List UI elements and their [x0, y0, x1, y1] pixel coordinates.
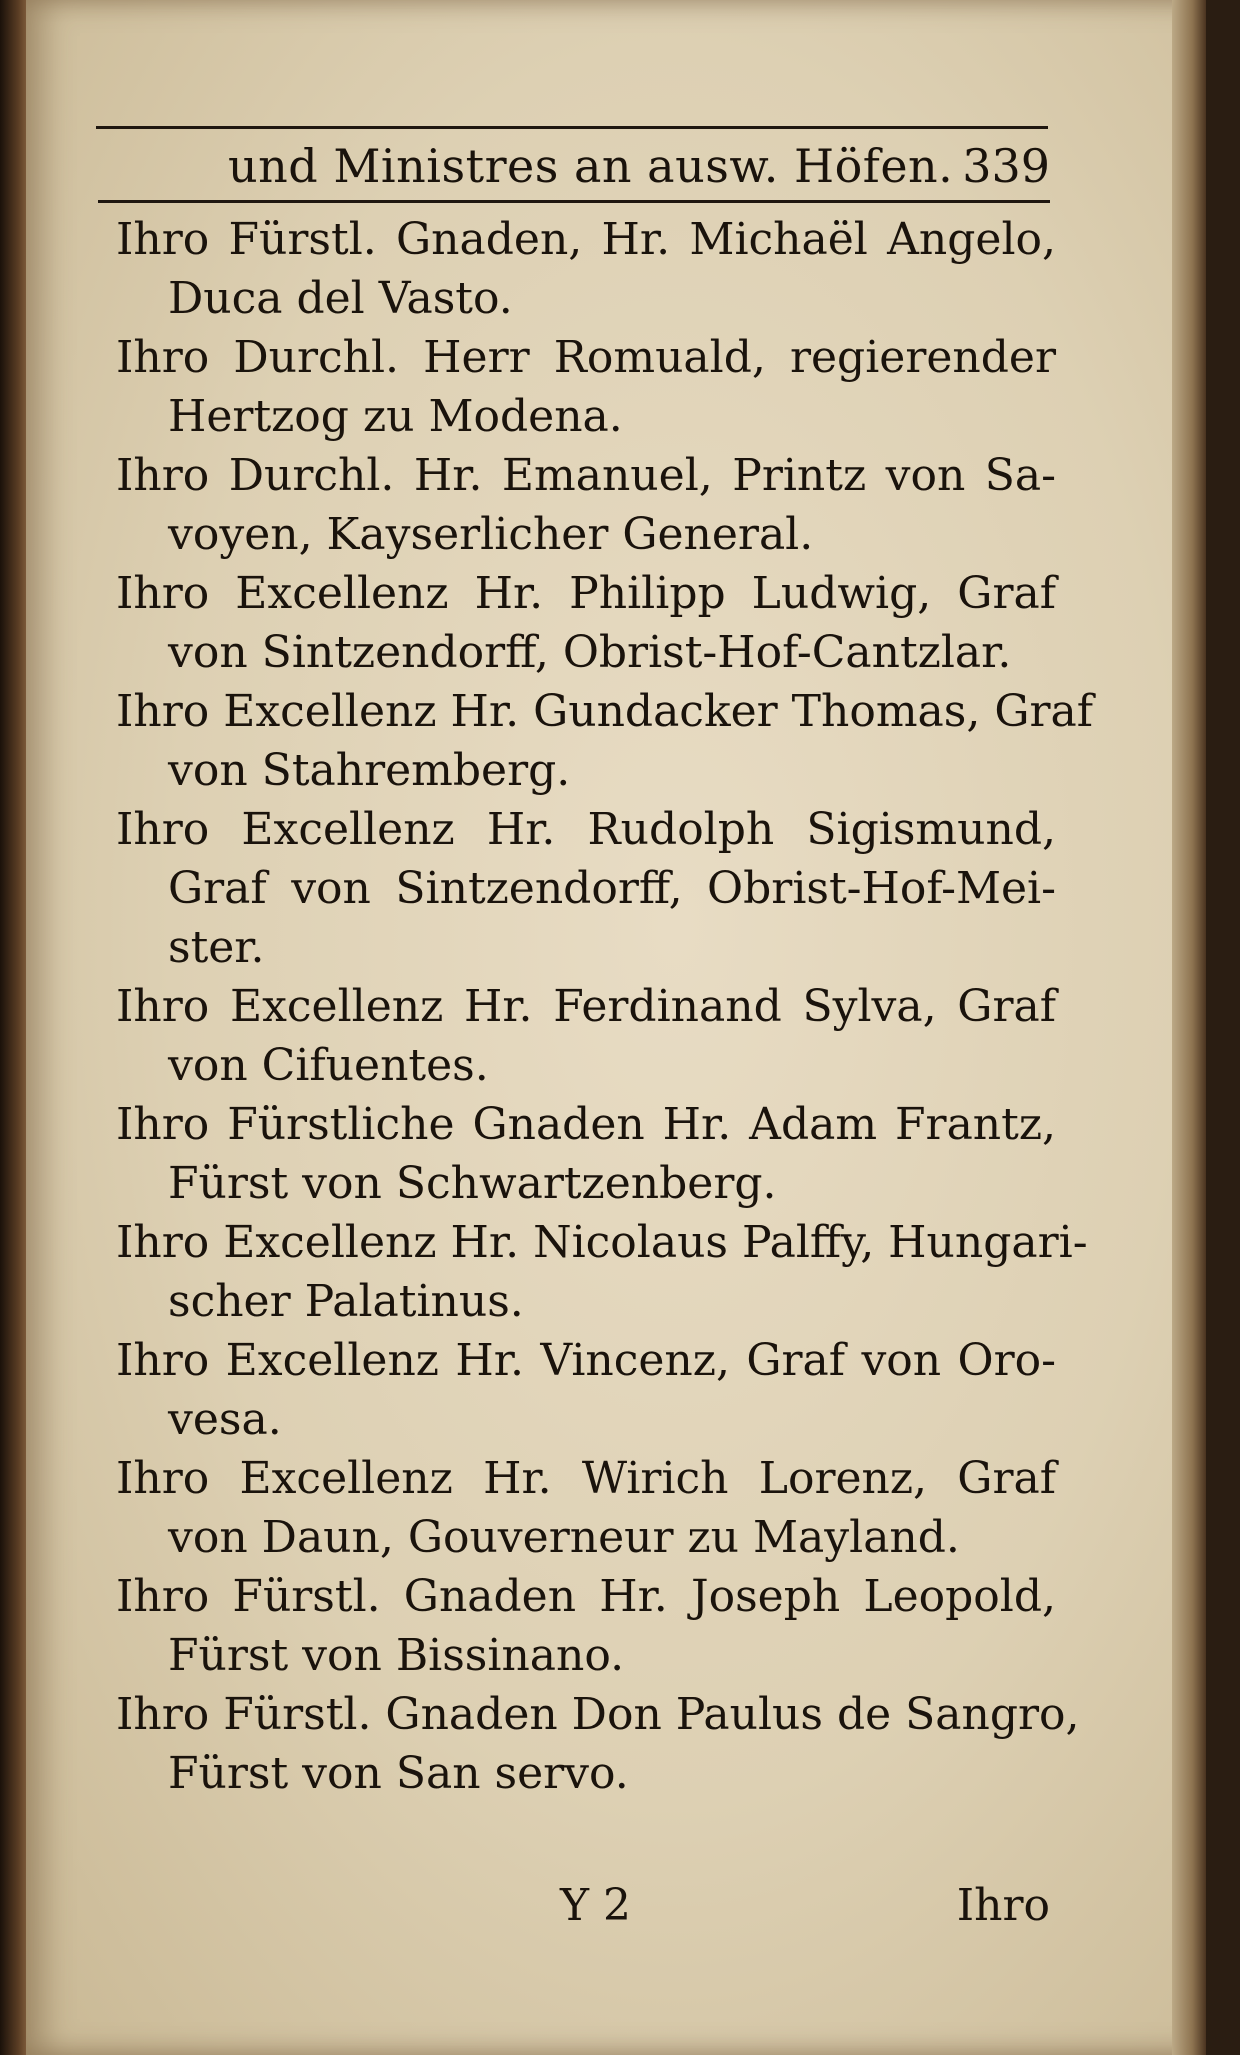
list-item	[116, 328, 1056, 446]
page-number: 339	[962, 139, 1050, 193]
entry-continuation: Fürst von Schwartzenberg.	[168, 1158, 777, 1209]
list-item	[116, 977, 1056, 1095]
entry-list	[116, 210, 1094, 1803]
list-item	[116, 1095, 1056, 1213]
entry-line: Ihro Excellenz Hr. Philipp Ludwig, Graf	[116, 568, 1056, 619]
list-item	[116, 564, 1056, 682]
list-item	[116, 1449, 1056, 1567]
catchword: Ihro	[956, 1880, 1050, 1931]
entry-continuation: Fürst von San servo.	[168, 1748, 629, 1799]
entry-continuation: vesa.	[168, 1394, 282, 1445]
list-item	[116, 210, 1056, 328]
entry-continuation: Duca del Vasto.	[168, 273, 513, 324]
page-header	[100, 136, 1050, 196]
entry-line: Ihro Excellenz Hr. Gundacker Thomas, Graf	[116, 686, 1094, 737]
entry-continuation: von Cifuentes.	[168, 1040, 489, 1091]
list-item	[116, 800, 1056, 977]
entry-line: Ihro Durchl. Hr. Emanuel, Printz von Sa-	[116, 450, 1056, 501]
entry-line: Ihro Excellenz Hr. Vincenz, Graf von Oro-	[116, 1335, 1056, 1386]
list-item	[116, 1685, 1080, 1803]
entry-continuation: Graf von Sintzendorff, Obrist-Hof-Mei-	[168, 863, 1056, 914]
header-rule-bottom	[98, 200, 1050, 203]
entry-continuation: von Stahremberg.	[168, 745, 571, 796]
entry-continuation: von Daun, Gouverneur zu Mayland.	[168, 1512, 960, 1563]
entry-line: Ihro Fürstliche Gnaden Hr. Adam Frantz,	[116, 1099, 1056, 1150]
page-edge	[1172, 0, 1206, 2055]
header-rule-top	[96, 126, 1048, 129]
entry-line: Ihro Fürstl. Gnaden, Hr. Michaël Angelo,	[116, 214, 1056, 265]
entry-continuation: von Sintzendorff, Obrist-Hof-Cantzlar.	[168, 627, 1012, 678]
page-footer	[100, 1876, 1050, 1936]
running-title: und Ministres an ausw. Höfen.	[228, 139, 954, 193]
list-item	[116, 446, 1056, 564]
list-item	[116, 1567, 1056, 1685]
entry-continuation: voyen, Kayserlicher General.	[168, 509, 814, 560]
list-item	[116, 682, 1094, 800]
entry-continuation: Hertzog zu Modena.	[168, 391, 623, 442]
book-spine	[0, 0, 26, 2055]
entry-continuation: scher Palatinus.	[168, 1276, 524, 1327]
entry-line: Ihro Excellenz Hr. Rudolph Sigismund,	[116, 804, 1056, 855]
entry-line: Ihro Durchl. Herr Romuald, regierender	[116, 332, 1056, 383]
list-item	[116, 1331, 1056, 1449]
entry-line: Ihro Fürstl. Gnaden Hr. Joseph Leopold,	[116, 1571, 1056, 1622]
entry-line: Ihro Excellenz Hr. Ferdinand Sylva, Graf	[116, 981, 1056, 1032]
entry-line: Ihro Excellenz Hr. Wirich Lorenz, Graf	[116, 1453, 1056, 1504]
entry-continuation: ster.	[168, 922, 265, 973]
entry-continuation: Fürst von Bissinano.	[168, 1630, 625, 1681]
signature-mark: Y 2	[560, 1880, 632, 1931]
entry-line: Ihro Excellenz Hr. Nicolaus Palffy, Hungari-	[116, 1217, 1088, 1268]
entry-line: Ihro Fürstl. Gnaden Don Paulus de Sangro,	[116, 1689, 1080, 1740]
list-item	[116, 1213, 1088, 1331]
